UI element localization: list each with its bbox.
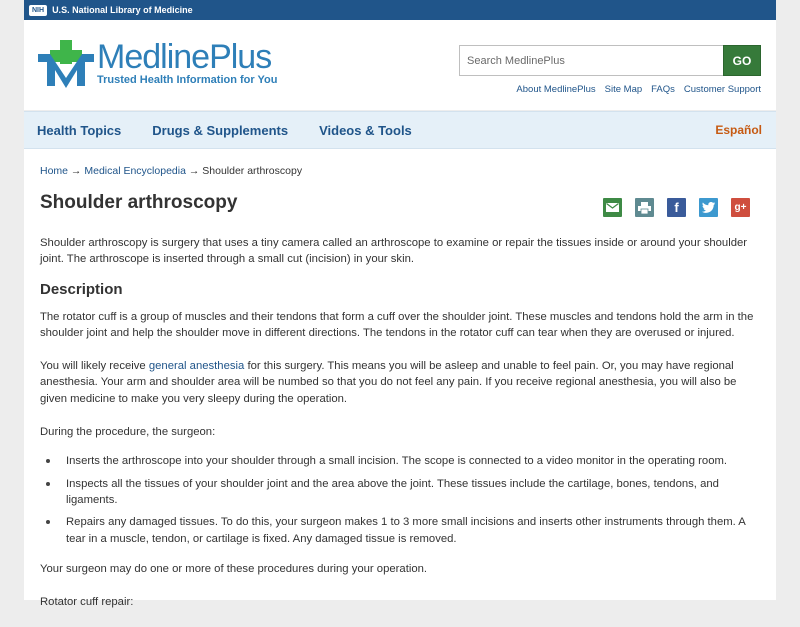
general-anesthesia-link[interactable]: general anesthesia — [148, 360, 245, 373]
article-content — [24, 149, 776, 609]
procedure-list — [66, 453, 760, 546]
twitter-icon[interactable] — [699, 198, 718, 217]
faqs-link[interactable]: FAQs — [651, 84, 675, 95]
logo-tagline: Trusted Health Information for You — [97, 74, 278, 86]
list-item: Inspects all the tissues of your shoulder joint and the area above the joint. These tissues include the cartilage, bones, tendons, and ligaments. — [66, 476, 760, 509]
breadcrumb-separator: → — [68, 165, 85, 177]
main-nav — [24, 111, 776, 149]
nav-health-topics[interactable]: Health Topics — [37, 122, 122, 138]
anesthesia-paragraph — [40, 358, 760, 407]
procedure-intro: During the procedure, the surgeon: — [40, 426, 216, 439]
list-item: Repairs any damaged tissues. To do this, your surgeon makes 1 to 3 more small incisions and inserts other instruments through them. A tear in a muscle, tendon, or cartilage is fixed. Any damaged tissue is removed. — [66, 514, 760, 547]
medlineplus-logo-icon — [38, 40, 94, 90]
section-heading-description: Description — [40, 280, 123, 298]
anesthesia-text-start: You will likely receive — [40, 360, 149, 373]
about-link[interactable]: About MedlinePlus — [516, 84, 596, 95]
search-go-button[interactable]: GO — [723, 45, 761, 76]
nav-videos-tools[interactable]: Videos & Tools — [319, 122, 412, 138]
espanol-link[interactable]: Español — [715, 123, 762, 137]
breadcrumb-medical-encyclopedia[interactable]: Medical Encyclopedia — [84, 165, 186, 177]
list-item: Inserts the arthroscope into your shoulder through a small incision. The scope is connected to a video monitor in the operating room. — [66, 453, 760, 469]
google-plus-icon[interactable]: g+ — [731, 198, 750, 217]
medlineplus-logo[interactable] — [38, 40, 278, 90]
breadcrumb-home[interactable]: Home — [40, 165, 69, 177]
nih-logo: NIH — [29, 5, 47, 16]
print-icon[interactable] — [635, 198, 654, 217]
site-header — [24, 20, 776, 110]
breadcrumb-separator: → — [185, 165, 203, 177]
rotator-cuff-repair-label: Rotator cuff repair: — [40, 596, 134, 609]
nih-banner[interactable] — [24, 0, 776, 20]
procedures-paragraph: Your surgeon may do one or more of these procedures during your operation. — [40, 562, 428, 575]
facebook-icon[interactable]: f — [667, 198, 686, 217]
logo-wordmark: MedlinePlus — [97, 38, 272, 76]
breadcrumb-current: Shoulder arthroscopy — [202, 165, 303, 177]
utility-links — [516, 84, 761, 95]
breadcrumb — [40, 165, 302, 177]
intro-paragraph: Shoulder arthroscopy is surgery that uses a tiny camera called an arthroscope to examine or repair the tissues inside or around your shoulder joint. The arthroscope is inserted through a small cut (incision) in your skin. — [40, 237, 748, 266]
description-paragraph: The rotator cuff is a group of muscles and their tendons that form a cuff over the shoulder joint. These muscles and tendons hold the arm in the shoulder joint and help the shoulder move in different directions. The tendons in the rotator cuff can tear when they are overused or injured. — [40, 310, 754, 339]
email-icon[interactable] — [603, 198, 622, 217]
customer-support-link[interactable]: Customer Support — [683, 84, 761, 95]
site-map-link[interactable]: Site Map — [604, 84, 643, 95]
search-input[interactable]: Search MedlinePlus — [459, 45, 725, 76]
nih-banner-label[interactable]: U.S. National Library of Medicine — [52, 5, 193, 15]
nav-drugs-supplements[interactable]: Drugs & Supplements — [152, 122, 289, 138]
share-toolbar — [603, 198, 750, 217]
article-body — [40, 235, 760, 627]
page-title: Shoulder arthroscopy — [40, 192, 238, 213]
anesthesia-text-end: for this surgery. This means you will be asleep and unable to feel pain. Or, you may have regional anesthesia. Your arm and shoulder area will be numbed so that you do not feel any pain. If you receive regional anesthesia, you will also be given medicine to make you very sleepy during the operation. — [40, 360, 737, 405]
